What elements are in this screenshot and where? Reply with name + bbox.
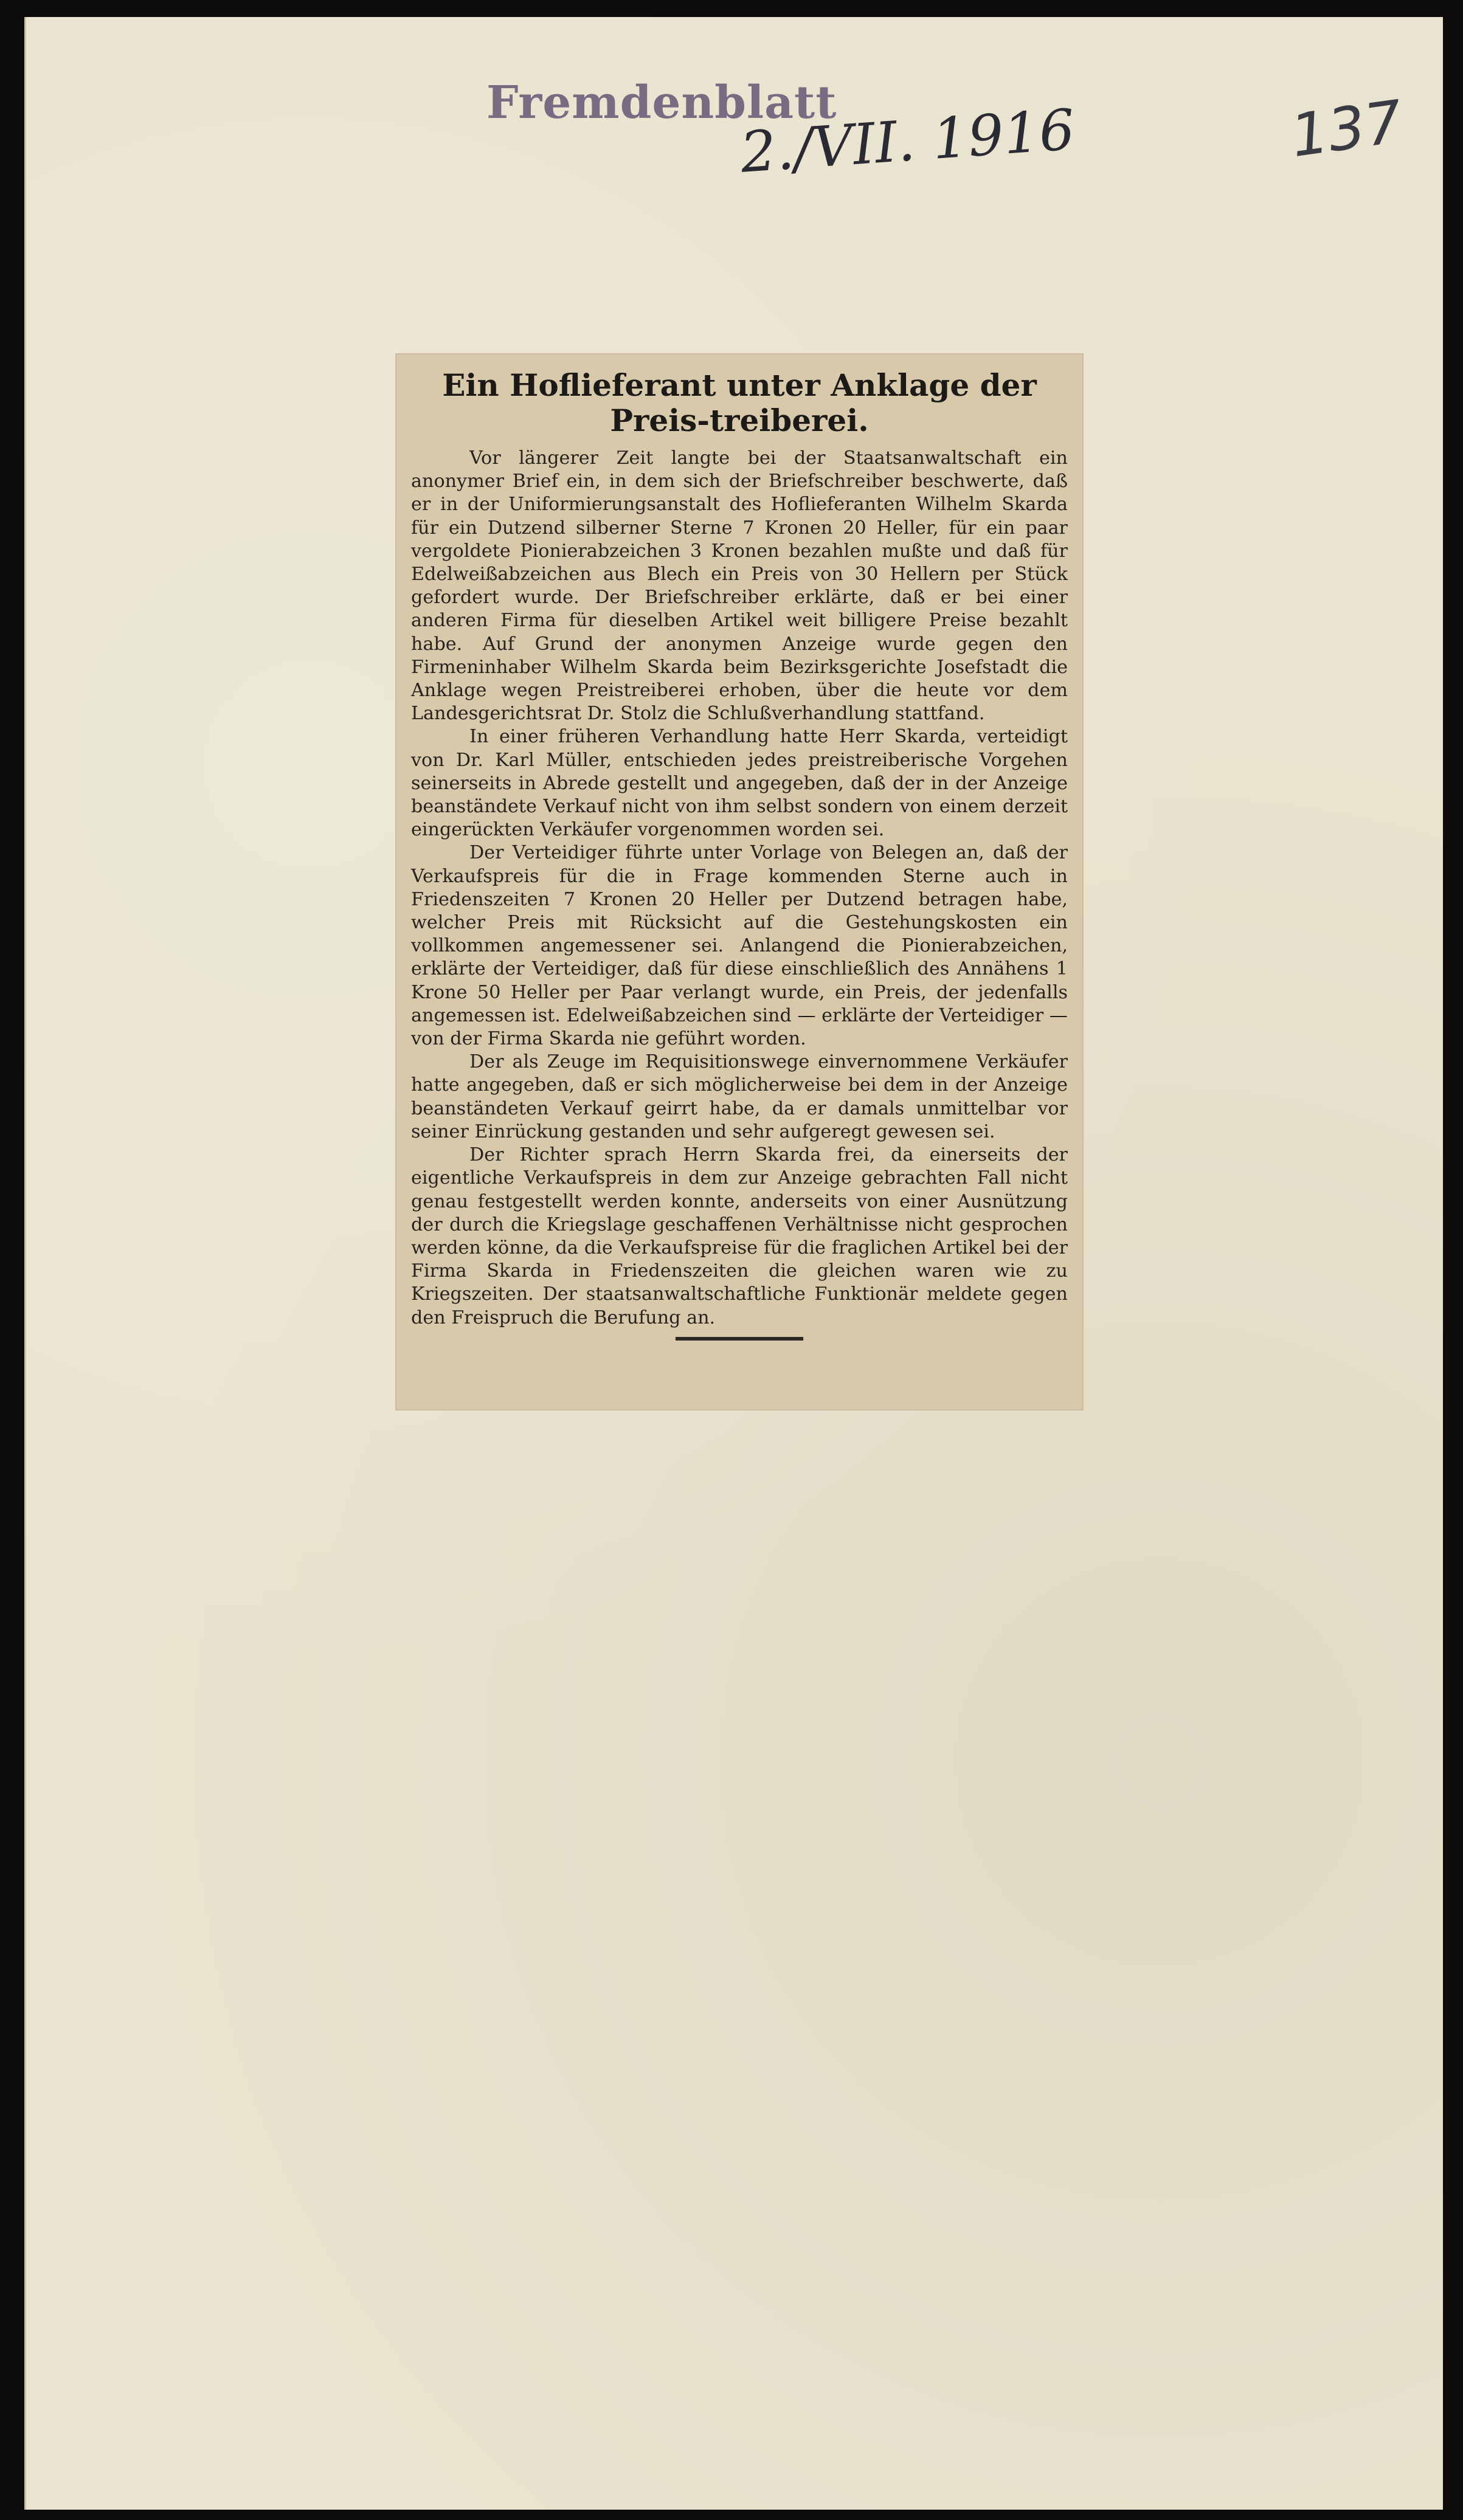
separator-rule <box>676 1337 803 1341</box>
newspaper-clipping <box>396 354 1082 1409</box>
article-paragraph: Vor längerer Zeit langte bei der Staatsanwaltschaft ein anonymer Brief ein, in dem sich der Briefschreiber beschwerte, daß er in der Uniformierungsanstalt des Hoflieferanten Wilhelm Skarda für ein Dutzend silberner Sterne 7 Kronen 20 Heller, für ein paar vergoldete Pionierabzeichen 3 Kronen bezahlen mußte und daß für Edelweißabzeichen aus Blech ein Preis von 30 Hellern per Stück gefordert wurde. Der Briefschreiber erklärte, daß er bei einer anderen Firma für dieselben Artikel weit billigere Preise bezahlt habe. Auf Grund der anonymen Anzeige wurde gegen den Firmeninhaber Wilhelm Skarda beim Bezirksgerichte Josefstadt die Anklage wegen Preistreiberei erhoben, über die heute vor dem Landesgerichtsrat Dr. Stolz die Schlußverhandlung stattfand. <box>411 447 1068 725</box>
article-headline: Ein Hoflieferant unter Anklage der Preis-treiberei. <box>442 367 1037 438</box>
newspaper-source-stamp: Fremdenblatt <box>486 77 837 129</box>
handwritten-date: 2./VII. 1916 <box>738 97 1077 185</box>
folio-number: 137 <box>1287 87 1407 171</box>
article-paragraph: In einer früheren Verhandlung hatte Herr Skarda, verteidigt von Dr. Karl Müller, entschieden jedes preistreiberische Vorgehen seinerseits in Abrede gestellt und angegeben, daß der in der Anzeige beanständete Verkauf nicht von ihm selbst sondern von einem derzeit eingerückten Verkäufer vorgenommen worden sei. <box>411 726 1068 841</box>
article-body <box>411 447 1068 1330</box>
article-paragraph: Der Richter sprach Herrn Skarda frei, da einerseits der eigentliche Verkaufspreis in dem zur Anzeige gebrachten Fall nicht genau festgestellt werden konnte, anderseits von einer Ausnützung der durch die Kriegslage geschaffenen Verhältnisse nicht gesprochen werden könne, da die Verkaufspreise für die fraglichen Artikel bei der Firma Skarda in Friedenszeiten die gleichen waren wie zu Kriegszeiten. Der staatsanwaltschaftliche Funktionär meldete gegen den Freispruch die Berufung an. <box>411 1144 1068 1328</box>
article-paragraph: Der Verteidiger führte unter Vorlage von Belegen an, daß der Verkaufspreis für die in Frage kommenden Sterne auch in Friedenszeiten 7 Kronen 20 Heller per Dutzend betragen habe, welcher Preis mit Rücksicht auf die Gestehungskosten ein vollkommen angemessener sei. Anlangend die Pionierabzeichen, erklärte der Verteidiger, daß für diese einschließlich des Annähens 1 Krone 50 Heller per Paar verlangt wurde, ein Preis, der jedenfalls angemessen ist. Edelweißabzeichen sind — erklärte der Verteidiger — von der Firma Skarda nie geführt worden. <box>411 842 1068 1050</box>
article-paragraph: Der als Zeuge im Requisitionswege einvernommene Verkäufer hatte angegeben, daß er sich möglicherweise bei dem in der Anzeige beanständeten Verkauf geirrt habe, da er damals unmittelbar vor seiner Einrückung gestanden und sehr aufgeregt gewesen sei. <box>411 1051 1068 1142</box>
